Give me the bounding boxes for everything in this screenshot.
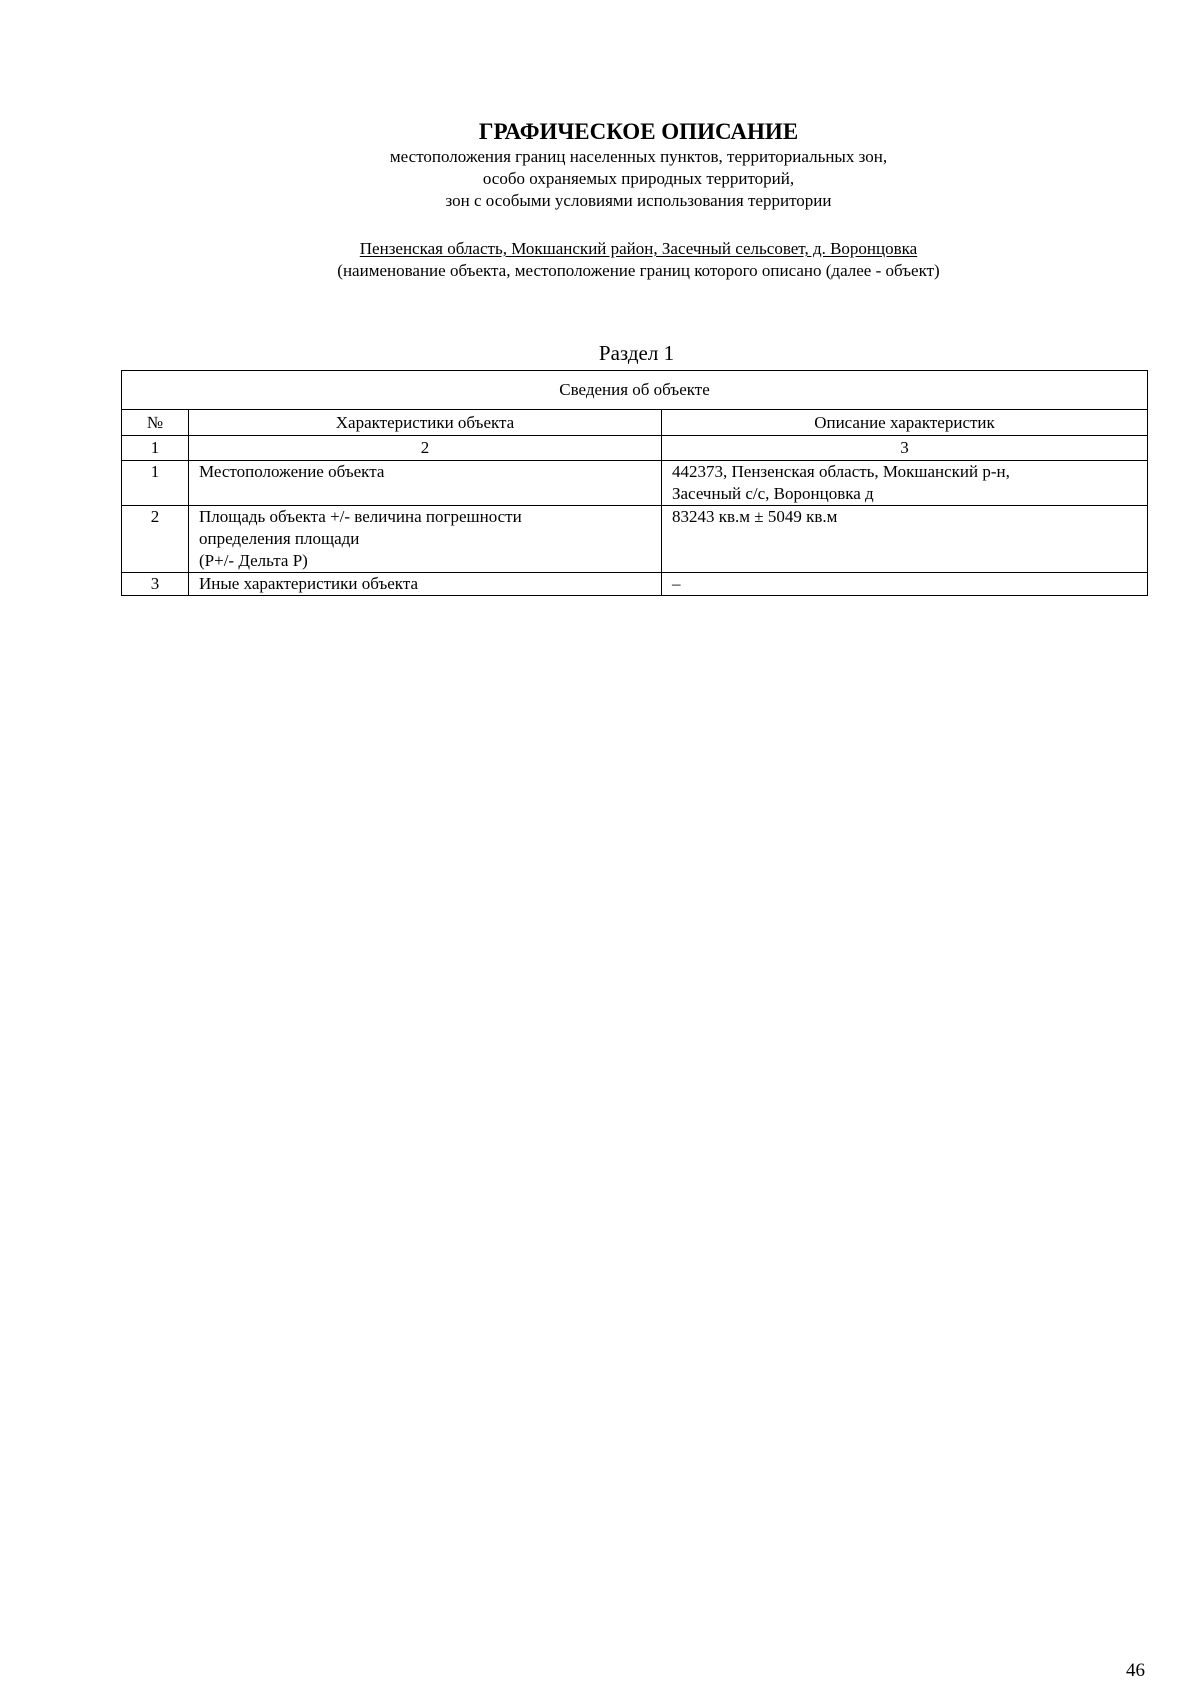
row-number: 1	[122, 461, 189, 506]
table-header-row	[122, 410, 1148, 436]
row-number: 3	[122, 573, 189, 596]
characteristic-line: определения площади	[199, 529, 360, 548]
row-description	[662, 506, 1148, 573]
object-name: Пензенская область, Мокшанский район, Засечный сельсовет, д. Воронцовка	[359, 239, 918, 258]
object-info-table	[121, 370, 1148, 596]
column-number: 3	[662, 436, 1148, 461]
row-characteristic	[189, 461, 662, 506]
object-block	[0, 238, 1200, 282]
column-number: 2	[189, 436, 662, 461]
row-description	[662, 461, 1148, 506]
header-description: Описание характеристик	[662, 410, 1148, 436]
table-row	[122, 506, 1148, 573]
characteristic-line: (Р+/- Дельта Р)	[199, 551, 308, 570]
subtitle-line: местоположения границ населенных пунктов, территориальных зон,	[389, 147, 888, 166]
description-line: –	[672, 574, 681, 593]
subtitle-line: особо охраняемых природных территорий,	[482, 169, 795, 188]
description-line: 442373, Пензенская область, Мокшанский р-н,	[672, 462, 1010, 481]
row-characteristic	[189, 506, 662, 573]
table-caption-row	[122, 371, 1148, 410]
description-line: Засечный с/с, Воронцовка д	[672, 484, 874, 503]
document-header	[0, 118, 1200, 212]
row-number: 2	[122, 506, 189, 573]
table-row	[122, 573, 1148, 596]
header-characteristic: Характеристики объекта	[189, 410, 662, 436]
description-line: 83243 кв.м ± 5049 кв.м	[672, 507, 838, 526]
document-title: ГРАФИЧЕСКОЕ ОПИСАНИЕ	[478, 119, 799, 144]
table-row	[122, 461, 1148, 506]
header-number: №	[122, 410, 189, 436]
characteristic-line: Местоположение объекта	[199, 462, 385, 481]
row-characteristic	[189, 573, 662, 596]
page-number: 46	[1126, 1660, 1145, 1681]
characteristic-line: Площадь объекта +/- величина погрешности	[199, 507, 522, 526]
characteristic-line: Иные характеристики объекта	[199, 574, 419, 593]
column-numbers-row	[122, 436, 1148, 461]
row-description	[662, 573, 1148, 596]
column-number: 1	[122, 436, 189, 461]
table-caption: Сведения об объекте	[122, 371, 1148, 410]
section-title: Раздел 1	[598, 341, 675, 365]
object-note: (наименование объекта, местоположение границ которого описано (далее - объект)	[337, 261, 940, 280]
subtitle-line: зон с особыми условиями использования территории	[445, 191, 832, 210]
